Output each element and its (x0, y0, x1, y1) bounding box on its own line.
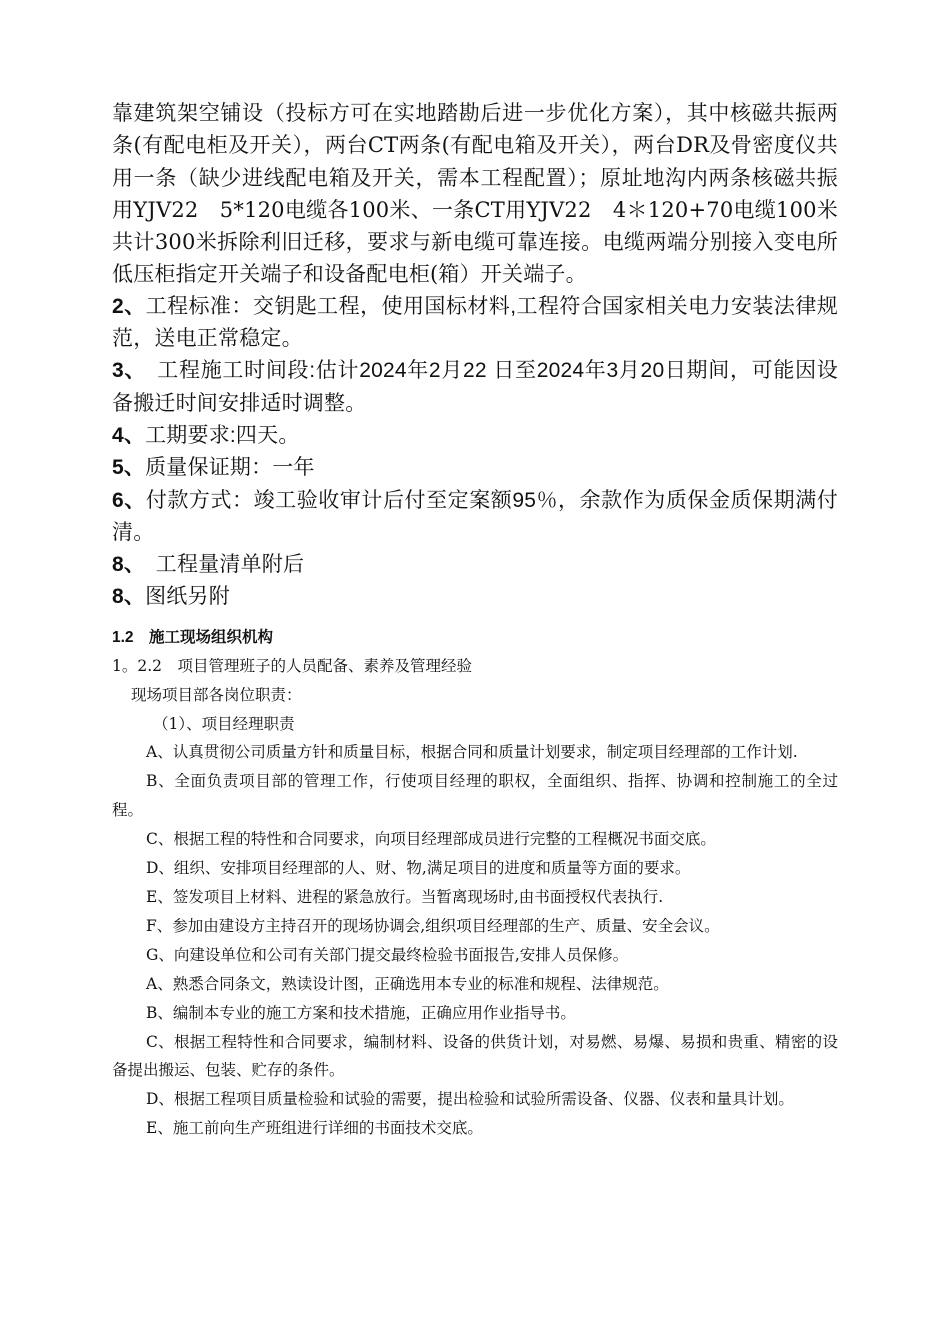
item-bill-of-quantities (112, 549, 838, 581)
organization-section (112, 624, 838, 1143)
item-number: 6、 (112, 488, 146, 512)
pm-duties-heading: （1）、项目经理职责 (153, 714, 295, 733)
duty-item: C、根据工程的特性和合同要求，向项目经理部成员进行完整的工程概况书面交底。 (146, 830, 716, 849)
duty-item: F、参加由建设方主持召开的现场协调会,组织项目经理部的生产、质量、安全会议。 (146, 916, 720, 935)
responsibility-intro: 现场项目部各岗位职责： (131, 685, 302, 704)
item-number: 2、 (112, 294, 146, 318)
duty-item: G、向建设单位和公司有关部门提交最终检验书面报告,安排人员保修。 (146, 945, 629, 964)
item-text: 工程标准：交钥匙工程，使用国标材料,工程符合国家相关电力安装法律规范，送电正常稳定。 (112, 294, 838, 351)
document-body (112, 97, 838, 1143)
item-text: 工程量清单附后 (134, 553, 305, 577)
duty-item: C、根据工程特性和合同要求，编制材料、设备的供货计划，对易燃、易爆、易损和贵重、精密的设备提出搬运、包装、贮存的条件。 (112, 1032, 838, 1080)
duty-item: A、熟悉合同条文，熟读设计图，正确选用本专业的标准和规程、法律规范。 (146, 974, 669, 993)
item-number: 5、 (112, 456, 146, 480)
item-text: 工期要求:四天。 (145, 423, 300, 447)
item-drawings (112, 581, 838, 613)
duty-item: B、编制本专业的施工方案和技术措施，正确应用作业指导书。 (146, 1003, 576, 1022)
item-duration (112, 420, 838, 452)
item-standard (112, 291, 838, 356)
section-heading: 1.2 施工现场组织机构 (112, 628, 274, 646)
duty-item: B、全面负责项目部的管理工作，行使项目经理的职权，全面组织、指挥、协调和控制施工的全过程。 (112, 772, 838, 820)
item-number: 3、 (112, 359, 136, 383)
item-schedule (112, 355, 838, 420)
subsection-heading: 1。2.2 项目管理班子的人员配备、素养及管理经验 (112, 656, 473, 675)
duty-item: E、施工前向生产班组进行详细的书面技术交底。 (146, 1119, 483, 1138)
item-text: 质量保证期：一年 (145, 456, 315, 480)
project-description (112, 97, 838, 614)
item-number: 8、 (112, 553, 135, 577)
organization-details (112, 652, 838, 1143)
item-payment (112, 485, 838, 550)
intro-paragraph: 靠建筑架空铺设（投标方可在实地踏勘后进一步优化方案），其中核磁共振两条(有配电柜及开关），两台CT两条(有配电箱及开关），两台DR及骨密度仪共用一条（缺少进线配电箱及开关，需本工程配置）；原址地沟内两条核磁共振用YJV22 5*120电缆各100米、一条CT用YJV22 4＊120+70电缆100米共计300米拆除利旧迁移，要求与新电缆可靠连接。电缆两端分别接入变电所低压柜指定开关端子和设备配电柜(箱）开关端子。 (112, 101, 838, 287)
item-number: 4、 (112, 423, 146, 447)
duty-item: A、认真贯彻公司质量方针和质量目标，根据合同和质量计划要求，制定项目经理部的工作计划. (146, 743, 798, 762)
item-text: 工程施工时间段:估计2024年2月22 日至2024年3月20日期间，可能因设备搬迁时间安排适时调整。 (112, 359, 838, 415)
duty-item: D、组织、安排项目经理部的人、财、物,满足项目的进度和质量等方面的要求。 (146, 859, 691, 878)
duty-item: D、根据工程项目质量检验和试验的需要，提出检验和试验所需设备、仪器、仪表和量具计划。 (146, 1090, 794, 1109)
item-warranty (112, 452, 838, 484)
item-text: 付款方式：竣工验收审计后付至定案额95％，余款作为质保金质保期满付清。 (112, 488, 838, 544)
duty-item: E、签发项目上材料、进程的紧急放行。当暂离现场时,由书面授权代表执行. (146, 888, 664, 906)
item-text: 图纸另附 (145, 585, 230, 609)
item-number: 8、 (112, 585, 146, 609)
